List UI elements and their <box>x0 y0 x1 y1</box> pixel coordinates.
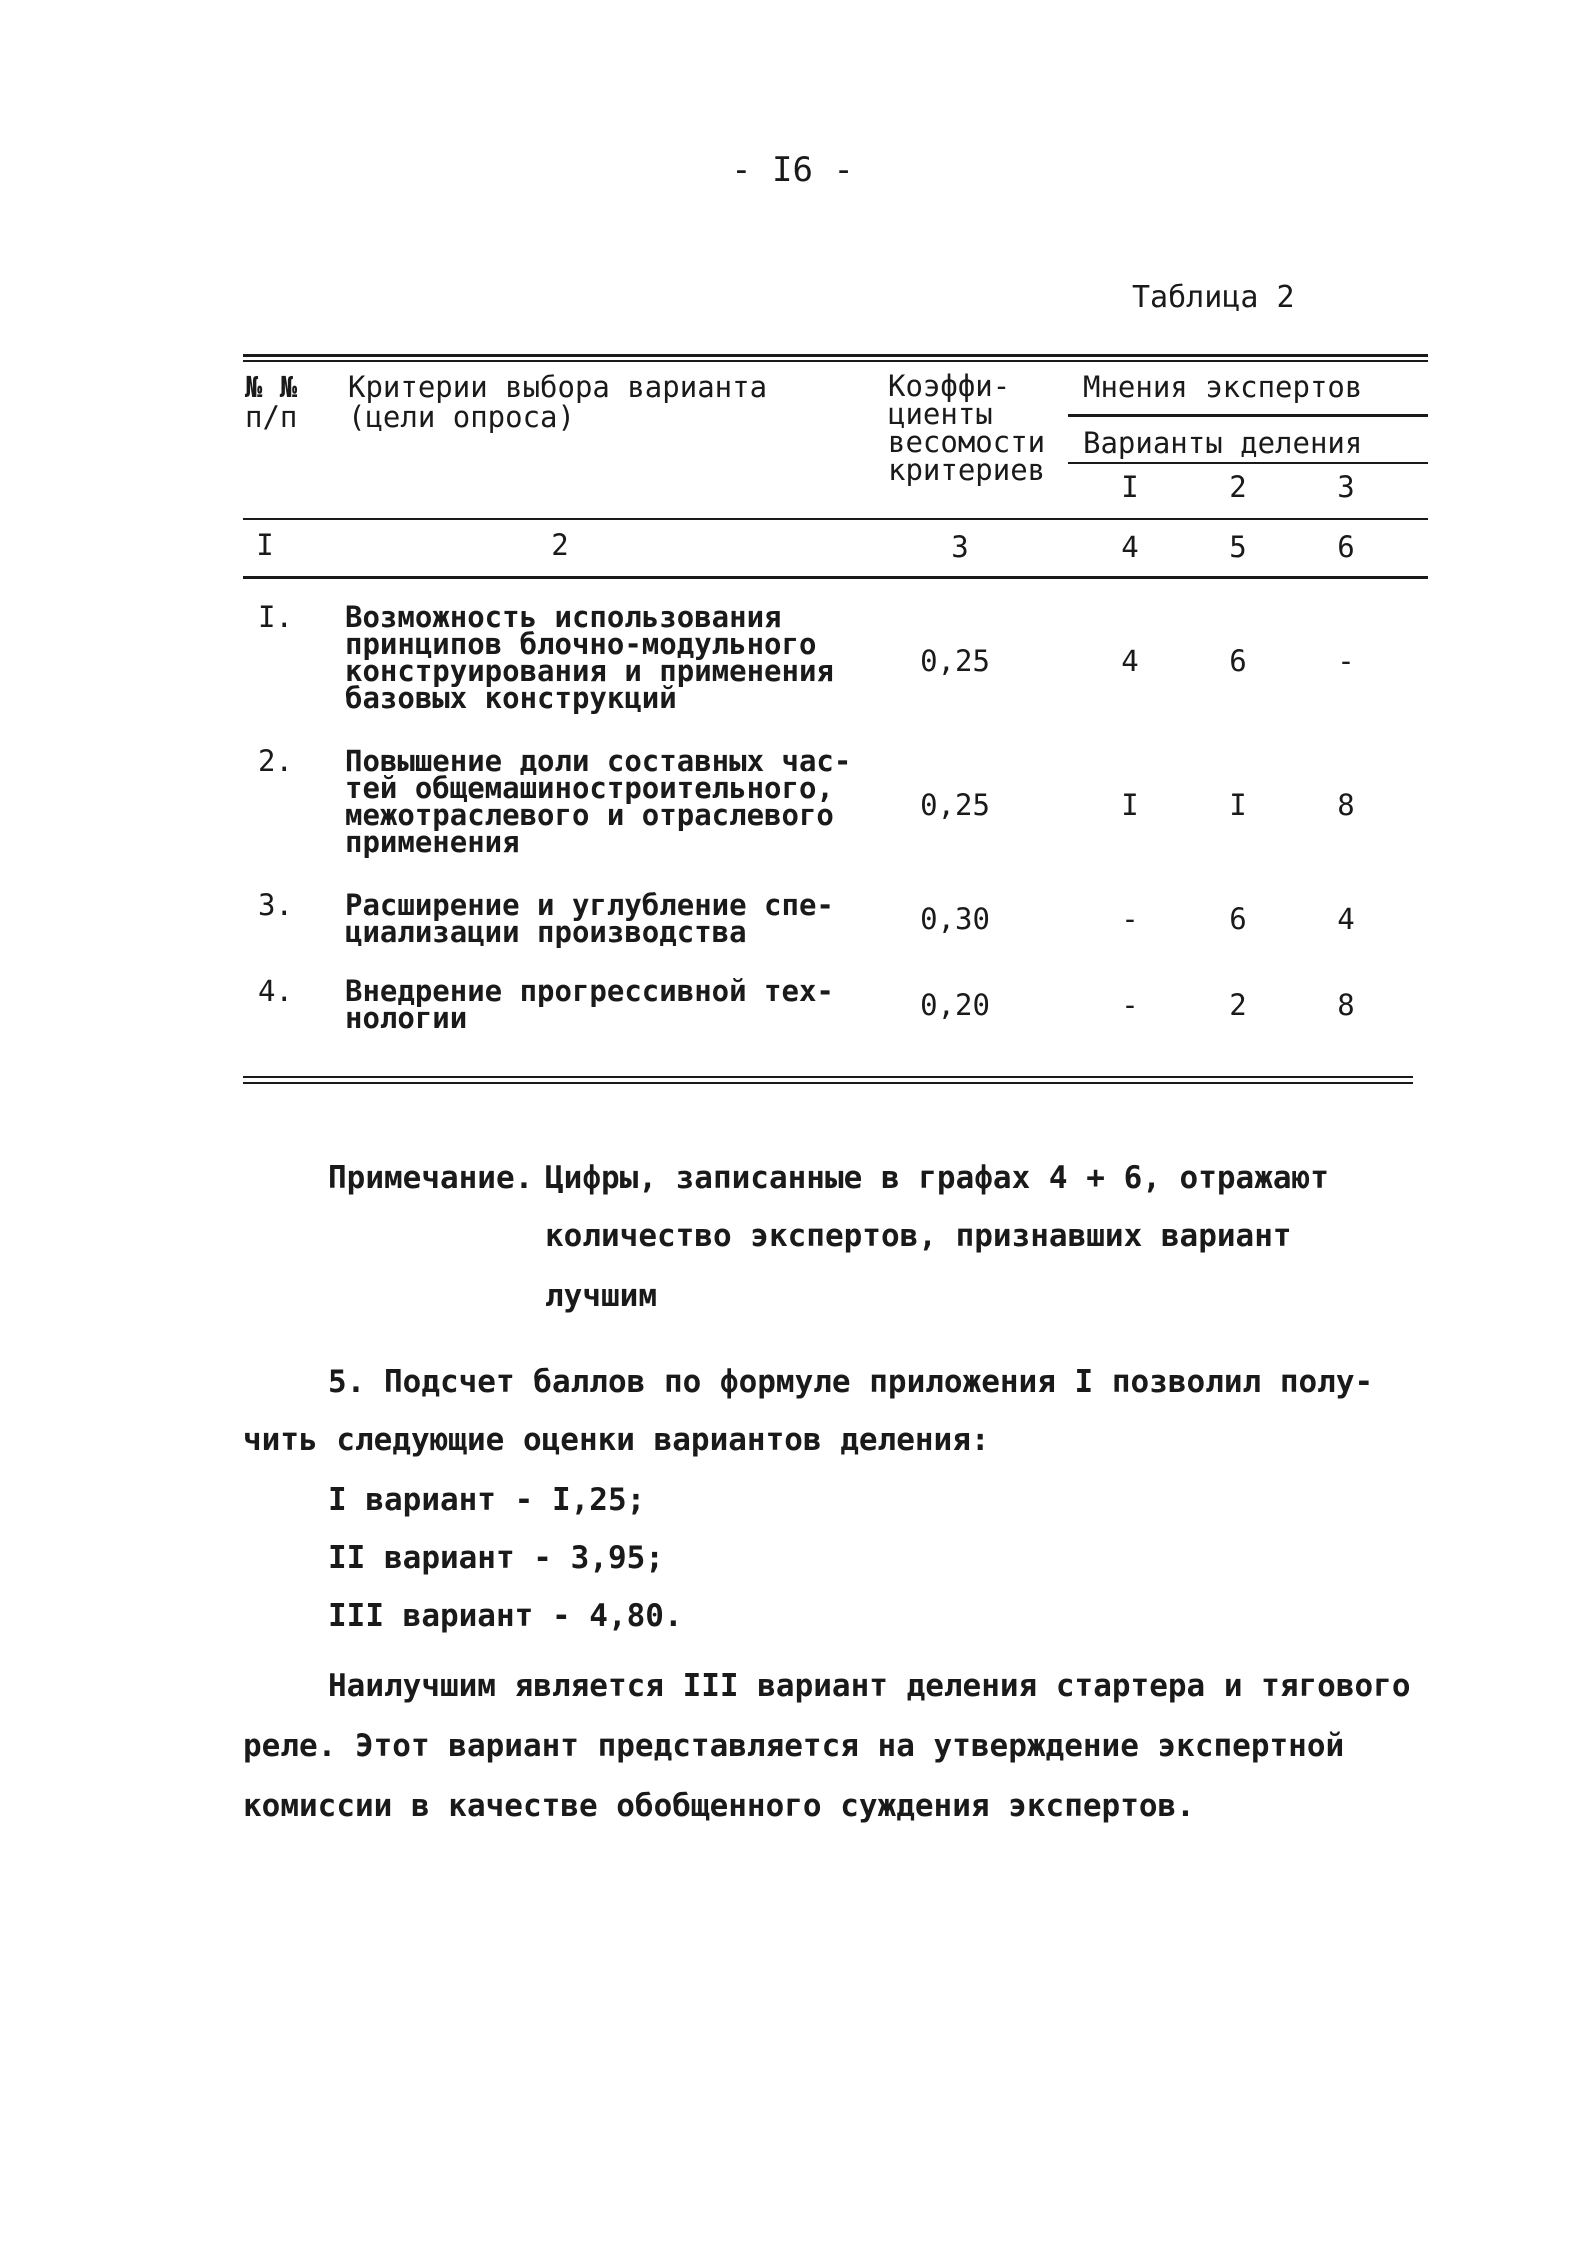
variant-col-2: 2 <box>1229 470 1247 504</box>
row-criteria <box>345 888 865 949</box>
header-experts: Мнения экспертов <box>1083 370 1363 404</box>
col-number-2: 2 <box>551 528 569 562</box>
conclusion-line: Наилучшим является III вариант деления стартера и тягового <box>328 1668 1411 1704</box>
col-number-6: 6 <box>1337 530 1355 564</box>
criteria-line: Расширение и углубление спе- <box>345 888 834 922</box>
table-bottom-rule-2 <box>243 1082 1413 1084</box>
row-variant-2: 6 <box>1229 902 1247 936</box>
row-coef: 0,30 <box>920 902 990 936</box>
row-variant-1: I <box>1121 788 1139 822</box>
score-line: II вариант - 3,95; <box>328 1540 664 1576</box>
colnum-bottom-rule <box>243 576 1428 579</box>
row-number: 2. <box>258 744 293 778</box>
row-number: 3. <box>258 888 293 922</box>
header-criteria-line: (цели опроса) <box>348 400 575 434</box>
table-top-rule-2 <box>243 360 1428 362</box>
row-criteria <box>345 600 865 715</box>
header-coef-line: циенты <box>888 397 993 431</box>
criteria-line: тей общемашиностроительного, <box>345 771 834 805</box>
table-caption: Таблица 2 <box>1132 280 1295 315</box>
header-criteria <box>348 372 767 432</box>
experts-underline <box>1068 414 1428 417</box>
col-number-5: 5 <box>1229 530 1247 564</box>
score-line: III вариант - 4,80. <box>328 1598 683 1634</box>
criteria-line: циализации производства <box>345 915 747 949</box>
criteria-line: Возможность использования <box>345 600 782 634</box>
header-criteria-line: Критерии выбора варианта <box>348 370 768 404</box>
header-variants: Варианты деления <box>1083 426 1363 460</box>
row-number: I. <box>258 600 293 634</box>
criteria-line: базовых конструкций <box>345 681 677 715</box>
row-coef: 0,20 <box>920 988 990 1022</box>
header-num-line: п/п <box>245 400 298 434</box>
paragraph-line: чить следующие оценки вариантов деления: <box>243 1422 990 1458</box>
criteria-line: межотраслевого и отраслевого <box>345 798 834 832</box>
variant-col-3: 3 <box>1337 470 1355 504</box>
conclusion-line: комиссии в качестве обобщенного суждения экспертов. <box>243 1788 1195 1824</box>
note-line: лучшим <box>545 1278 657 1314</box>
row-criteria <box>345 744 865 859</box>
row-variant-1: 4 <box>1121 644 1139 678</box>
row-variant-2: 2 <box>1229 988 1247 1022</box>
criteria-line: применения <box>345 825 520 859</box>
criteria-line: принципов блочно-модульного <box>345 627 817 661</box>
variants-underline <box>1068 462 1428 464</box>
col-number-4: 4 <box>1121 530 1139 564</box>
header-coef-line: критериев <box>888 453 1046 487</box>
row-variant-1: - <box>1121 902 1139 936</box>
criteria-line: Внедрение прогрессивной тех- <box>345 974 834 1008</box>
note-line: количество экспертов, признавших вариант <box>545 1218 1292 1254</box>
criteria-line: нологии <box>345 1001 468 1035</box>
table-top-rule <box>243 354 1428 357</box>
variant-col-1: I <box>1121 470 1139 504</box>
paragraph-line: 5. Подсчет баллов по формуле приложения I позволил полу- <box>328 1364 1374 1400</box>
row-criteria <box>345 974 865 1035</box>
note-line: Цифры, записанные в графах 4 + 6, отражают <box>545 1160 1329 1196</box>
header-coef <box>888 369 1046 487</box>
header-bottom-rule <box>243 518 1428 520</box>
row-variant-3: 8 <box>1337 788 1355 822</box>
score-line: I вариант - I,25; <box>328 1482 646 1518</box>
row-variant-3: 8 <box>1337 988 1355 1022</box>
header-coef-line: Коэффи- <box>888 369 1011 403</box>
row-variant-2: I <box>1229 788 1247 822</box>
conclusion-line: реле. Этот вариант представляется на утверждение экспертной <box>243 1728 1345 1764</box>
col-number-1: I <box>256 528 274 562</box>
table-bottom-rule <box>243 1076 1413 1078</box>
header-num-line: № № <box>245 370 298 404</box>
header-num <box>245 372 297 432</box>
criteria-line: Повышение доли составных час- <box>345 744 852 778</box>
note-label: Примечание. <box>328 1160 534 1196</box>
row-coef: 0,25 <box>920 644 990 678</box>
row-variant-1: - <box>1121 988 1139 1022</box>
row-variant-3: - <box>1337 644 1355 678</box>
page-number: - I6 - <box>731 150 854 190</box>
row-number: 4. <box>258 974 293 1008</box>
row-variant-2: 6 <box>1229 644 1247 678</box>
col-number-3: 3 <box>951 530 969 564</box>
row-variant-3: 4 <box>1337 902 1355 936</box>
header-coef-line: весомости <box>888 425 1046 459</box>
criteria-line: конструирования и применения <box>345 654 834 688</box>
row-coef: 0,25 <box>920 788 990 822</box>
